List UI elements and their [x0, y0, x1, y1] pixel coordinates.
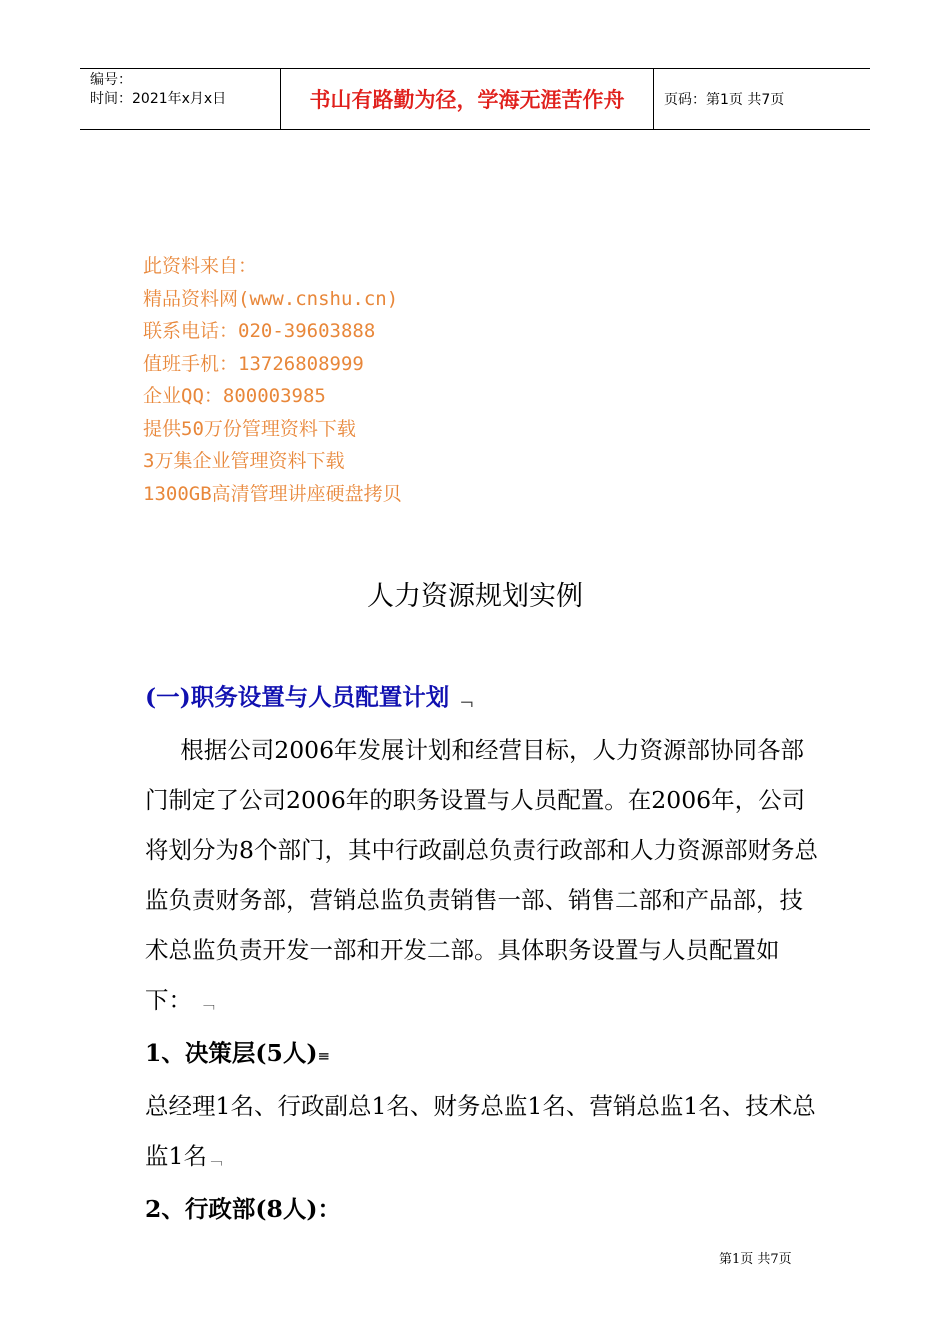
header-page-label: 页码：第1页 共7页 [664, 92, 785, 108]
source-info [143, 250, 402, 510]
motto: 书山有路勤为径，学海无涯苦作舟 [309, 87, 625, 112]
document-title: 人力资源规划实例 [367, 581, 583, 612]
item-heading [145, 1028, 825, 1081]
source-line: 此资料来自： [143, 255, 258, 277]
paragraph-text: 根据公司2006年发展计划和经营目标，人力资源部协同各部门制定了公司2006年的职务设置与人员配置。在2006年，公司将划分为8个部门，其中行政副总负责行政部和人力资源部财务总监负责财务部，营销总监负责销售一部、销售二部和产品部，技术总监负责开发一部和开发二部。具体职务设置与人员配置如下： [145, 736, 818, 1014]
source-line: 1300GB高清管理讲座硬盘拷贝 [143, 482, 402, 505]
number-label: 编号： [90, 72, 132, 88]
item-text [145, 1081, 825, 1184]
item-text-content: 总经理1名、行政副总1名、财务总监1名、营销总监1名、技术总监1名 [145, 1092, 816, 1170]
time-label: 时间：2021年x月x日 [90, 91, 227, 107]
item-heading-text: 1、决策层(5人) [145, 1039, 318, 1067]
page-header [80, 68, 870, 130]
header-motto-cell [281, 69, 654, 129]
item-heading: 2、行政部(8人)： [145, 1195, 341, 1223]
section-heading-text: (一)职务设置与人员配置计划 [145, 683, 450, 711]
source-line: 企业QQ：800003985 [143, 385, 326, 407]
header-meta [80, 69, 281, 129]
source-line: 联系电话：020-39603888 [143, 320, 376, 342]
paragraph-mark-icon: ﹁ [457, 691, 472, 709]
source-line: 提供50万份管理资料下载 [143, 417, 356, 440]
list-mark-icon: ≡ [317, 1047, 330, 1065]
paragraph [145, 725, 825, 1028]
page-footer: 第1页 共7页 [719, 1252, 792, 1267]
source-line: 3万集企业管理资料下载 [143, 450, 345, 472]
section-heading [145, 672, 825, 725]
source-line: 精品资料网(www.cnshu.cn) [143, 287, 399, 310]
paragraph-mark-icon: ﹁ [206, 1150, 221, 1168]
paragraph-mark-icon: ﹁ [199, 994, 214, 1012]
source-line: 值班手机：13726808999 [143, 352, 364, 375]
header-page-cell [654, 69, 870, 129]
document-body [145, 672, 825, 1234]
